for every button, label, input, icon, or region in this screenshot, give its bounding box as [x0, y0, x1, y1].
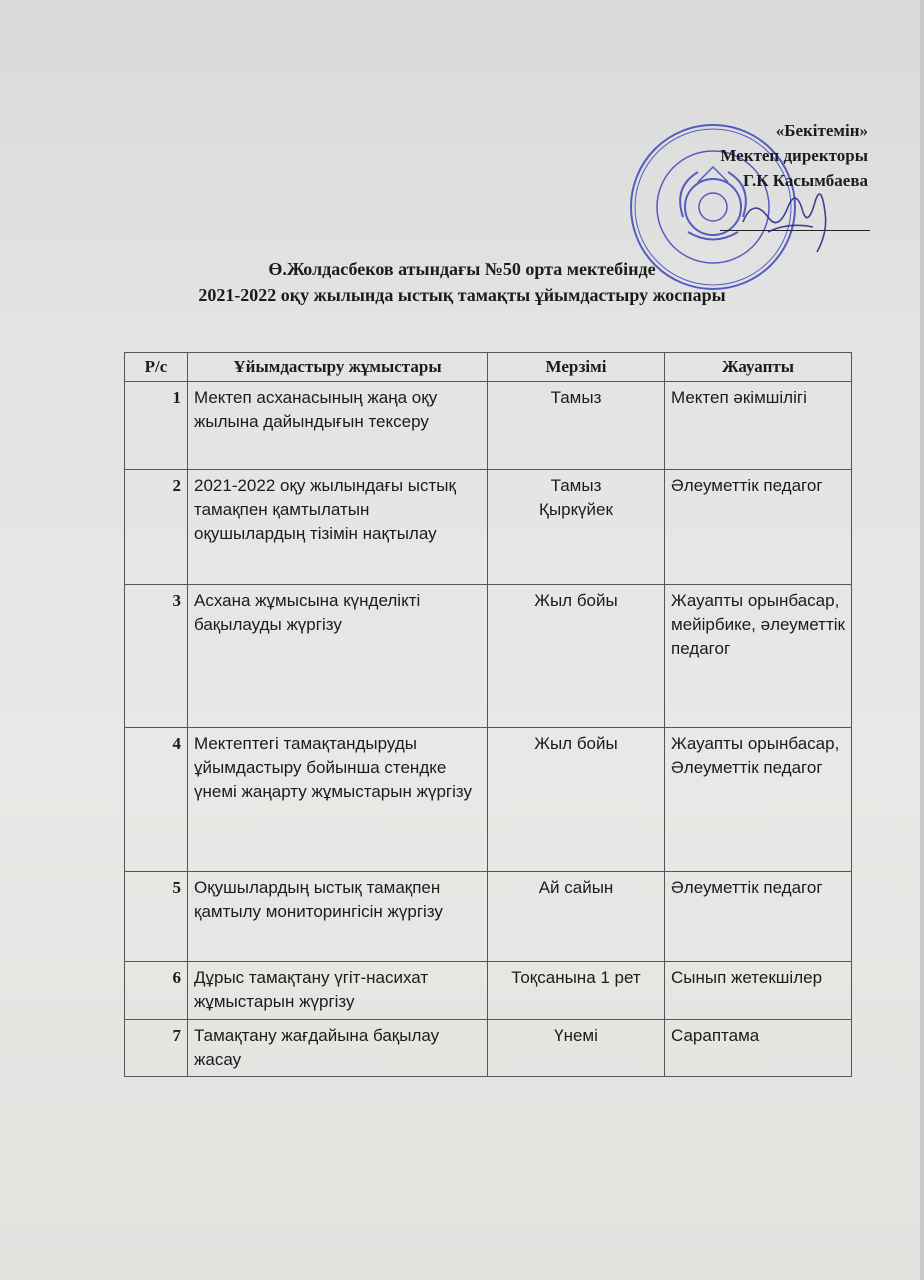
row-deadline	[488, 382, 665, 470]
row-task: Асхана жұмысына күнделікті бақылауды жүргізу	[188, 585, 488, 728]
document-title	[0, 256, 924, 308]
row-deadline	[488, 962, 665, 1020]
deadline-value: Тамыз	[550, 388, 602, 407]
table-row	[125, 470, 852, 585]
header-deadline: Мерзімі	[488, 353, 665, 382]
table-row	[125, 1020, 852, 1077]
plan-table	[124, 352, 852, 1077]
signature	[738, 182, 838, 262]
row-number: 7	[125, 1020, 188, 1077]
row-number: 5	[125, 872, 188, 962]
header-number: Р/с	[125, 353, 188, 382]
approval-name: Г.К Касымбаева	[743, 171, 868, 190]
header-task: Ұйымдастыру жұмыстары	[188, 353, 488, 382]
table-row	[125, 382, 852, 470]
deadline-value: Тоқсанына 1 рет	[511, 968, 641, 987]
row-task: Тамақтану жағдайына бақылау жасау	[188, 1020, 488, 1077]
row-task: Мектептегі тамақтандыруды ұйымдастыру бойынша стендке үнемі жаңарту жұмыстарын жүргізу	[188, 728, 488, 872]
table-row	[125, 872, 852, 962]
approval-position: Мектеп директоры	[720, 146, 868, 165]
approval-heading: «Бекітемін»	[775, 121, 868, 140]
row-number: 3	[125, 585, 188, 728]
deadline-value: Қыркүйек	[539, 500, 613, 519]
row-deadline	[488, 585, 665, 728]
deadline-value: Жыл бойы	[534, 591, 618, 610]
row-number: 4	[125, 728, 188, 872]
header-responsible: Жауапты	[665, 353, 852, 382]
row-responsible: Әлеуметтік педагог	[665, 872, 852, 962]
row-task: Мектеп асханасының жаңа оқу жылына дайындығын тексеру	[188, 382, 488, 470]
table-row	[125, 585, 852, 728]
row-responsible: Сынып жетекшілер	[665, 962, 852, 1020]
table-row	[125, 728, 852, 872]
row-number: 1	[125, 382, 188, 470]
row-responsible: Мектеп әкімшілігі	[665, 382, 852, 470]
title-line-1: Ө.Жолдасбеков атындағы №50 орта мектебінде	[268, 259, 656, 279]
row-number: 6	[125, 962, 188, 1020]
row-deadline	[488, 1020, 665, 1077]
row-task: Дұрыс тамақтану үгіт-насихат жұмыстарын жүргізу	[188, 962, 488, 1020]
row-responsible: Әлеуметтік педагог	[665, 470, 852, 585]
row-responsible: Жауапты орынбасар, Әлеуметтік педагог	[665, 728, 852, 872]
table-row	[125, 962, 852, 1020]
deadline-value: Ай сайын	[538, 878, 614, 897]
row-responsible: Жауапты орынбасар, мейірбике, әлеуметтік педагог	[665, 585, 852, 728]
deadline-value: Жыл бойы	[534, 734, 618, 753]
row-task: Оқушылардың ыстық тамақпен қамтылу мониторингісін жүргізу	[188, 872, 488, 962]
row-deadline	[488, 872, 665, 962]
title-line-2: 2021-2022 оқу жылында ыстық тамақты ұйымдастыру жоспары	[198, 285, 726, 305]
row-responsible: Сараптама	[665, 1020, 852, 1077]
row-deadline	[488, 728, 665, 872]
row-number: 2	[125, 470, 188, 585]
deadline-value: Тамыз	[550, 476, 602, 495]
page-edge	[920, 0, 924, 1280]
deadline-value: Үнемі	[554, 1026, 598, 1045]
row-task: 2021-2022 оқу жылындағы ыстық тамақпен қамтылатын оқушылардың тізімін нақтылау	[188, 470, 488, 585]
table-header-row	[125, 353, 852, 382]
row-deadline	[488, 470, 665, 585]
